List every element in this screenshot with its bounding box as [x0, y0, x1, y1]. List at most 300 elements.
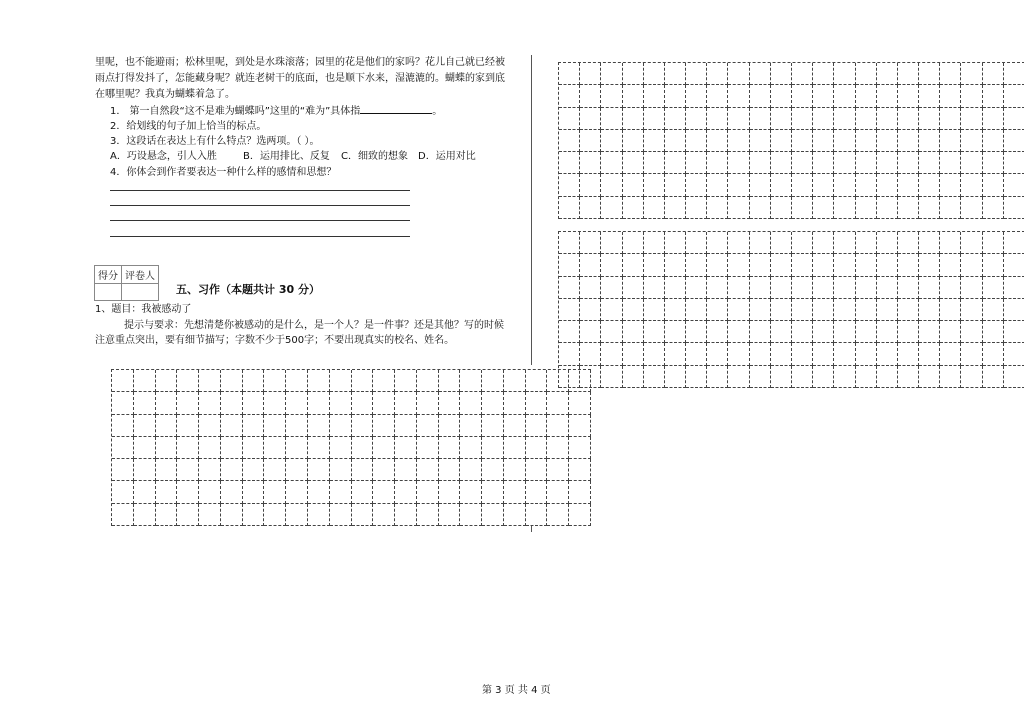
grid-cell[interactable] [665, 299, 686, 321]
grid-cell[interactable] [961, 152, 982, 174]
grid-cell[interactable] [686, 299, 707, 321]
grid-cell[interactable] [771, 321, 792, 343]
grid-cell[interactable] [940, 108, 961, 130]
grid-cell[interactable] [601, 197, 622, 219]
grid-cell[interactable] [264, 459, 286, 481]
grid-cell[interactable] [1004, 63, 1024, 85]
grid-cell[interactable] [373, 459, 395, 481]
grid-cell[interactable] [707, 63, 728, 85]
grid-cell[interactable] [177, 504, 199, 526]
grid-cell[interactable] [983, 152, 1004, 174]
grid-cell[interactable] [834, 108, 855, 130]
grid-cell[interactable] [1004, 254, 1024, 276]
grid-cell[interactable] [940, 174, 961, 196]
grid-cell[interactable] [601, 63, 622, 85]
grid-cell[interactable] [707, 366, 728, 388]
answer-line-4[interactable] [110, 236, 410, 237]
grid-cell[interactable] [644, 232, 665, 254]
grid-cell[interactable] [569, 370, 591, 392]
grid-cell[interactable] [439, 392, 461, 414]
grid-cell[interactable] [728, 299, 749, 321]
grid-cell[interactable] [877, 152, 898, 174]
grid-cell[interactable] [482, 504, 504, 526]
grid-cell[interactable] [898, 108, 919, 130]
grid-cell[interactable] [834, 85, 855, 107]
grid-cell[interactable] [771, 277, 792, 299]
grid-cell[interactable] [569, 437, 591, 459]
grid-cell[interactable] [919, 366, 940, 388]
grid-cell[interactable] [623, 174, 644, 196]
grid-cell[interactable] [439, 481, 461, 503]
grid-cell[interactable] [877, 366, 898, 388]
grid-cell[interactable] [919, 174, 940, 196]
grid-cell[interactable] [580, 108, 601, 130]
grid-cell[interactable] [352, 392, 374, 414]
grid-cell[interactable] [439, 437, 461, 459]
grid-cell[interactable] [813, 85, 834, 107]
grid-cell[interactable] [644, 254, 665, 276]
grid-cell[interactable] [330, 481, 352, 503]
grid-cell[interactable] [580, 174, 601, 196]
grid-cell[interactable] [961, 85, 982, 107]
grid-cell[interactable] [482, 481, 504, 503]
grid-cell[interactable] [983, 197, 1004, 219]
grid-cell[interactable] [623, 321, 644, 343]
grid-cell[interactable] [264, 437, 286, 459]
grid-cell[interactable] [665, 130, 686, 152]
grid-cell[interactable] [580, 152, 601, 174]
grid-cell[interactable] [504, 392, 526, 414]
grid-cell[interactable] [771, 152, 792, 174]
grid-cell[interactable] [559, 130, 580, 152]
grid-cell[interactable] [177, 392, 199, 414]
grid-cell[interactable] [330, 504, 352, 526]
grid-cell[interactable] [898, 130, 919, 152]
grid-cell[interactable] [750, 174, 771, 196]
grid-cell[interactable] [665, 366, 686, 388]
grid-cell[interactable] [856, 108, 877, 130]
grid-cell[interactable] [665, 152, 686, 174]
grid-cell[interactable] [919, 130, 940, 152]
grid-cell[interactable] [834, 366, 855, 388]
grid-cell[interactable] [665, 85, 686, 107]
grid-cell[interactable] [373, 392, 395, 414]
grid-cell[interactable] [547, 459, 569, 481]
grid-cell[interactable] [601, 174, 622, 196]
grid-cell[interactable] [750, 277, 771, 299]
grid-cell[interactable] [134, 504, 156, 526]
grid-cell[interactable] [644, 108, 665, 130]
grid-cell[interactable] [439, 504, 461, 526]
grid-cell[interactable] [940, 321, 961, 343]
grid-cell[interactable] [686, 277, 707, 299]
grid-cell[interactable] [750, 63, 771, 85]
grid-cell[interactable] [243, 370, 265, 392]
grid-cell[interactable] [750, 152, 771, 174]
grid-cell[interactable] [623, 343, 644, 365]
grid-cell[interactable] [547, 415, 569, 437]
grid-cell[interactable] [961, 108, 982, 130]
grid-cell[interactable] [1004, 232, 1024, 254]
grid-cell[interactable] [771, 197, 792, 219]
grid-cell[interactable] [580, 299, 601, 321]
grid-cell[interactable] [834, 254, 855, 276]
grid-cell[interactable] [750, 130, 771, 152]
grid-cell[interactable] [199, 415, 221, 437]
grid-cell[interactable] [417, 415, 439, 437]
grid-cell[interactable] [898, 299, 919, 321]
grid-cell[interactable] [686, 63, 707, 85]
grid-cell[interactable] [877, 321, 898, 343]
grid-cell[interactable] [686, 152, 707, 174]
writing-grid-left-bottom[interactable] [111, 369, 591, 526]
grid-cell[interactable] [983, 85, 1004, 107]
grid-cell[interactable] [580, 254, 601, 276]
grid-cell[interactable] [792, 343, 813, 365]
grid-cell[interactable] [644, 343, 665, 365]
grid-cell[interactable] [898, 63, 919, 85]
grid-cell[interactable] [156, 481, 178, 503]
grid-cell[interactable] [707, 85, 728, 107]
grid-cell[interactable] [983, 299, 1004, 321]
grid-cell[interactable] [834, 174, 855, 196]
grid-cell[interactable] [856, 366, 877, 388]
grid-cell[interactable] [898, 197, 919, 219]
grid-cell[interactable] [856, 232, 877, 254]
grid-cell[interactable] [601, 366, 622, 388]
grid-cell[interactable] [352, 459, 374, 481]
grid-cell[interactable] [961, 299, 982, 321]
grid-cell[interactable] [792, 152, 813, 174]
grid-cell[interactable] [286, 392, 308, 414]
grid-cell[interactable] [482, 392, 504, 414]
grid-cell[interactable] [286, 437, 308, 459]
grid-cell[interactable] [665, 232, 686, 254]
grid-cell[interactable] [460, 504, 482, 526]
grid-cell[interactable] [940, 299, 961, 321]
grid-cell[interactable] [112, 504, 134, 526]
grid-cell[interactable] [877, 130, 898, 152]
grid-cell[interactable] [813, 174, 834, 196]
grid-cell[interactable] [686, 197, 707, 219]
grid-cell[interactable] [526, 370, 548, 392]
grid-cell[interactable] [559, 85, 580, 107]
grid-cell[interactable] [940, 366, 961, 388]
grid-cell[interactable] [961, 277, 982, 299]
grid-cell[interactable] [134, 437, 156, 459]
grid-cell[interactable] [961, 232, 982, 254]
grid-cell[interactable] [1004, 343, 1024, 365]
grid-cell[interactable] [940, 232, 961, 254]
grid-cell[interactable] [686, 343, 707, 365]
answer-line-3[interactable] [110, 220, 410, 221]
grid-cell[interactable] [771, 174, 792, 196]
grid-cell[interactable] [460, 370, 482, 392]
grid-cell[interactable] [373, 437, 395, 459]
grid-cell[interactable] [243, 437, 265, 459]
grid-cell[interactable] [792, 254, 813, 276]
question-1-blank[interactable] [360, 103, 432, 114]
grid-cell[interactable] [580, 343, 601, 365]
grid-cell[interactable] [919, 108, 940, 130]
grid-cell[interactable] [547, 370, 569, 392]
grid-cell[interactable] [504, 504, 526, 526]
grid-cell[interactable] [834, 343, 855, 365]
grid-cell[interactable] [112, 481, 134, 503]
grid-cell[interactable] [264, 415, 286, 437]
grid-cell[interactable] [395, 370, 417, 392]
grid-cell[interactable] [898, 277, 919, 299]
grid-cell[interactable] [286, 459, 308, 481]
grid-cell[interactable] [856, 130, 877, 152]
grid-cell[interactable] [728, 130, 749, 152]
grid-cell[interactable] [156, 504, 178, 526]
grid-cell[interactable] [330, 392, 352, 414]
grid-cell[interactable] [919, 197, 940, 219]
grid-cell[interactable] [460, 415, 482, 437]
grid-cell[interactable] [961, 130, 982, 152]
grid-cell[interactable] [792, 321, 813, 343]
grid-cell[interactable] [728, 254, 749, 276]
grid-cell[interactable] [856, 152, 877, 174]
grid-cell[interactable] [286, 481, 308, 503]
grid-cell[interactable] [728, 152, 749, 174]
grid-cell[interactable] [728, 197, 749, 219]
grid-cell[interactable] [665, 254, 686, 276]
grid-cell[interactable] [134, 481, 156, 503]
grid-cell[interactable] [308, 392, 330, 414]
grid-cell[interactable] [813, 366, 834, 388]
grid-cell[interactable] [813, 197, 834, 219]
grid-cell[interactable] [898, 152, 919, 174]
grid-cell[interactable] [771, 85, 792, 107]
grid-cell[interactable] [156, 392, 178, 414]
grid-cell[interactable] [526, 504, 548, 526]
grid-cell[interactable] [644, 321, 665, 343]
grid-cell[interactable] [221, 459, 243, 481]
grid-cell[interactable] [623, 366, 644, 388]
grid-cell[interactable] [134, 392, 156, 414]
grid-cell[interactable] [559, 299, 580, 321]
grid-cell[interactable] [547, 504, 569, 526]
grid-cell[interactable] [813, 108, 834, 130]
grid-cell[interactable] [813, 152, 834, 174]
grid-cell[interactable] [199, 459, 221, 481]
grid-cell[interactable] [877, 108, 898, 130]
grid-cell[interactable] [813, 343, 834, 365]
grid-cell[interactable] [728, 174, 749, 196]
grid-cell[interactable] [919, 85, 940, 107]
grid-cell[interactable] [569, 415, 591, 437]
grid-cell[interactable] [601, 232, 622, 254]
grid-cell[interactable] [834, 321, 855, 343]
grid-cell[interactable] [813, 277, 834, 299]
answer-line-1[interactable] [110, 190, 410, 191]
grid-cell[interactable] [877, 63, 898, 85]
grid-cell[interactable] [330, 415, 352, 437]
grid-cell[interactable] [569, 392, 591, 414]
grid-cell[interactable] [373, 415, 395, 437]
grid-cell[interactable] [559, 174, 580, 196]
grid-cell[interactable] [983, 130, 1004, 152]
grid-cell[interactable] [623, 232, 644, 254]
grid-cell[interactable] [792, 174, 813, 196]
grid-cell[interactable] [898, 343, 919, 365]
grid-cell[interactable] [580, 277, 601, 299]
grid-cell[interactable] [877, 232, 898, 254]
grid-cell[interactable] [373, 481, 395, 503]
grid-cell[interactable] [707, 277, 728, 299]
grid-cell[interactable] [373, 370, 395, 392]
grid-cell[interactable] [569, 481, 591, 503]
grid-cell[interactable] [983, 232, 1004, 254]
grid-cell[interactable] [940, 152, 961, 174]
grid-cell[interactable] [601, 85, 622, 107]
grid-cell[interactable] [686, 366, 707, 388]
grid-cell[interactable] [243, 504, 265, 526]
grid-cell[interactable] [771, 366, 792, 388]
grid-cell[interactable] [707, 232, 728, 254]
grid-cell[interactable] [686, 321, 707, 343]
grid-cell[interactable] [221, 370, 243, 392]
grid-cell[interactable] [623, 299, 644, 321]
grid-cell[interactable] [856, 277, 877, 299]
grid-cell[interactable] [834, 152, 855, 174]
grid-cell[interactable] [395, 504, 417, 526]
grid-cell[interactable] [221, 504, 243, 526]
grid-cell[interactable] [877, 254, 898, 276]
grid-cell[interactable] [771, 232, 792, 254]
grid-cell[interactable] [177, 415, 199, 437]
grid-cell[interactable] [961, 174, 982, 196]
grid-cell[interactable] [417, 459, 439, 481]
grid-cell[interactable] [644, 152, 665, 174]
grid-cell[interactable] [264, 370, 286, 392]
grid-cell[interactable] [264, 481, 286, 503]
grid-cell[interactable] [308, 370, 330, 392]
grid-cell[interactable] [199, 481, 221, 503]
grid-cell[interactable] [134, 370, 156, 392]
grid-cell[interactable] [771, 343, 792, 365]
grid-cell[interactable] [352, 370, 374, 392]
grid-cell[interactable] [177, 459, 199, 481]
grid-cell[interactable] [352, 481, 374, 503]
grid-cell[interactable] [983, 277, 1004, 299]
grid-cell[interactable] [504, 459, 526, 481]
grid-cell[interactable] [898, 174, 919, 196]
grid-cell[interactable] [983, 343, 1004, 365]
grid-cell[interactable] [644, 63, 665, 85]
grid-cell[interactable] [439, 370, 461, 392]
grid-cell[interactable] [1004, 130, 1024, 152]
grid-cell[interactable] [308, 481, 330, 503]
grid-cell[interactable] [199, 370, 221, 392]
grid-cell[interactable] [1004, 366, 1024, 388]
grid-cell[interactable] [221, 437, 243, 459]
grid-cell[interactable] [352, 415, 374, 437]
grid-cell[interactable] [856, 254, 877, 276]
grid-cell[interactable] [112, 415, 134, 437]
grid-cell[interactable] [877, 197, 898, 219]
grid-cell[interactable] [792, 130, 813, 152]
grid-cell[interactable] [417, 437, 439, 459]
grid-cell[interactable] [580, 63, 601, 85]
grid-cell[interactable] [834, 130, 855, 152]
grid-cell[interactable] [601, 343, 622, 365]
grid-cell[interactable] [156, 459, 178, 481]
grid-cell[interactable] [834, 63, 855, 85]
grid-cell[interactable] [460, 481, 482, 503]
grid-cell[interactable] [559, 108, 580, 130]
writing-grid-right-top[interactable] [558, 62, 1024, 219]
grid-cell[interactable] [898, 321, 919, 343]
grid-cell[interactable] [750, 232, 771, 254]
grid-cell[interactable] [221, 481, 243, 503]
grid-cell[interactable] [728, 366, 749, 388]
grid-cell[interactable] [112, 437, 134, 459]
grid-cell[interactable] [792, 85, 813, 107]
grid-cell[interactable] [983, 366, 1004, 388]
grid-cell[interactable] [395, 415, 417, 437]
grid-cell[interactable] [156, 437, 178, 459]
grid-cell[interactable] [644, 197, 665, 219]
grid-cell[interactable] [877, 343, 898, 365]
grid-cell[interactable] [286, 504, 308, 526]
grid-cell[interactable] [580, 321, 601, 343]
grid-cell[interactable] [898, 254, 919, 276]
grid-cell[interactable] [580, 197, 601, 219]
grid-cell[interactable] [750, 343, 771, 365]
grid-cell[interactable] [395, 437, 417, 459]
grid-cell[interactable] [750, 85, 771, 107]
grid-cell[interactable] [526, 392, 548, 414]
grid-cell[interactable] [623, 108, 644, 130]
grid-cell[interactable] [792, 197, 813, 219]
grid-cell[interactable] [856, 85, 877, 107]
grid-cell[interactable] [1004, 85, 1024, 107]
grid-cell[interactable] [221, 415, 243, 437]
grid-cell[interactable] [264, 504, 286, 526]
grid-cell[interactable] [686, 108, 707, 130]
grid-cell[interactable] [940, 197, 961, 219]
grid-cell[interactable] [983, 254, 1004, 276]
grid-cell[interactable] [940, 343, 961, 365]
grid-cell[interactable] [601, 277, 622, 299]
grid-cell[interactable] [330, 459, 352, 481]
grid-cell[interactable] [856, 299, 877, 321]
grid-cell[interactable] [1004, 299, 1024, 321]
grid-cell[interactable] [1004, 108, 1024, 130]
grid-cell[interactable] [644, 85, 665, 107]
grid-cell[interactable] [856, 343, 877, 365]
answer-line-2[interactable] [110, 205, 410, 206]
grid-cell[interactable] [601, 108, 622, 130]
grid-cell[interactable] [728, 232, 749, 254]
grid-cell[interactable] [559, 277, 580, 299]
grid-cell[interactable] [813, 63, 834, 85]
grid-cell[interactable] [707, 343, 728, 365]
grid-cell[interactable] [665, 277, 686, 299]
grid-cell[interactable] [243, 459, 265, 481]
grid-cell[interactable] [352, 504, 374, 526]
grid-cell[interactable] [504, 415, 526, 437]
grid-cell[interactable] [940, 85, 961, 107]
grid-cell[interactable] [199, 392, 221, 414]
grid-cell[interactable] [526, 415, 548, 437]
grid-cell[interactable] [686, 130, 707, 152]
grid-cell[interactable] [919, 321, 940, 343]
grid-cell[interactable] [813, 232, 834, 254]
